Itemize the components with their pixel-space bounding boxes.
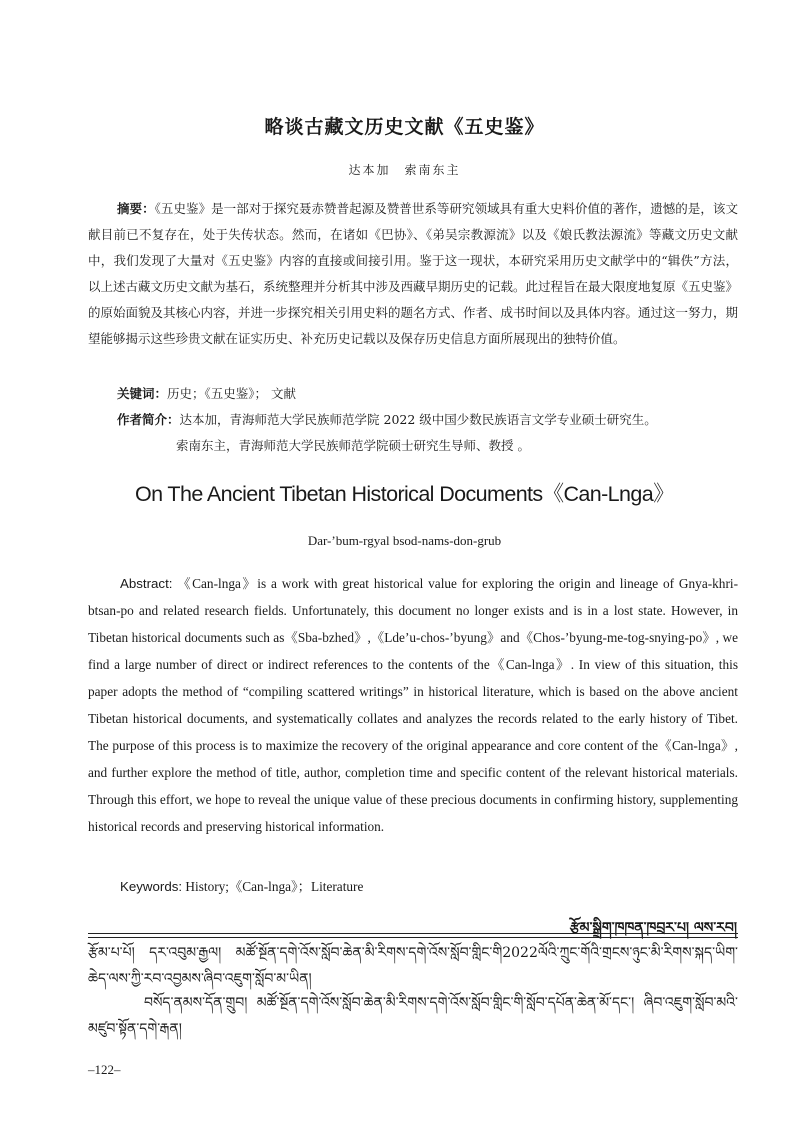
chinese-keywords [117,383,296,405]
english-keywords [120,876,363,895]
chinese-abstract-text: 《五史鉴》是一部对于探究聂赤赞普起源及赞普世系等研究领域具有重大史料价值的著作，遗憾的是，该文献目前已不复存在，处于失传状态。然而，在诸如《巴协》、《弟吴宗教源流》以及《娘氏教法源流》等藏文历史文献中，我们发现了大量对《五史鉴》内容的直接或间接引用。鉴于这一现状，本研究采用历史文献学中的“辑佚”方法，以上述古藏文历史文献为基石，系统整理并分析其中涉及西藏早期历史的记载。此过程旨在最大限度地复原《五史鉴》的原始面貌及其核心内容，并进一步探究相关引用史料的题名方式、作者、成书时间以及具体内容。通过这一努力，期望能够揭示这些珍贵文献在证实历史、补充历史记载以及保存历史信息方面所展现出的独特价值。 [88,201,739,346]
english-abstract-label: Abstract: [120,576,173,591]
page-number: –122– [88,1062,121,1077]
english-title: On The Ancient Tibetan Historical Documents《Can-Lnga》 [134,482,675,506]
chinese-authors: 达本加 索南东主 [348,163,461,177]
divider-thick [88,933,738,934]
chinese-keywords-label: 关键词： [117,386,168,401]
chinese-abstract [88,196,738,352]
chinese-author-intro-2: 索南东主，青海师范大学民族师范学院硕士研究生导师、教授 。 [176,438,530,453]
chinese-title: 略谈古藏文历史文献《五史鉴》 [264,116,545,138]
english-authors: Dar-’bum-rgyal bsod-nams-don-grub [307,533,502,548]
chinese-author-intro [117,409,657,431]
chinese-author-intro-1: 达本加，青海师范大学民族师范学院 2022 级中国少数民族语言文学专业硕士研究生。 [179,412,657,427]
english-keywords-label: Keywords: [120,879,183,894]
english-keywords-text: History;《Can-lnga》；Literature [182,879,364,894]
chinese-abstract-label: 摘要： [117,201,155,216]
english-abstract-text: 《Can-lnga》is a work with great historical value for exploring the origin and lineage of Gnya-khri-btsan-po and related research fields. Unfortunately, this document no longer exists and is in a lost state. However, in Tibetan historical documents such as《Sba-bzhed》,《Lde’u-chos-’byung》and《Chos-’byung-me-tog-snying-po》, we find a large number of direct or indirect references to the contents of the《Can-lnga》. In view of this situation, this paper adopts the method of “compiling scattered writings” in historical literature, which is based on the above ancient Tibetan historical documents, and systematically collates and analyzes the records related to the early history of Tibet. The purpose of this process is to maximize the recovery of the original appearance and core content of the《Can-lnga》, and further explore the method of title, author, completion time and specific content of the relevant historical materials. Through this effort, we hope to reveal the unique value of these precious documents in confirming history, supplementing historical records and preserving historical information. [88,576,738,834]
divider-thin [88,937,738,938]
chinese-author-intro-label: 作者简介： [117,412,180,427]
english-abstract [88,570,738,840]
chinese-keywords-text: 历史；《五史鉴》； 文献 [167,386,296,401]
tibetan-author-note-1: རྩོམ་པ་པོ། དར་འབུམ་རྒྱལ། མཚོ་སྔོན་དགེ་འོས་སློབ་ཆེན་མི་རིགས་དགེ་འོས་སློབ་གླིང་གི2022ལོའི་ཀྲུང་གོའི་གྲངས་ཉུང་མི་རིགས་སྐད་ཡིག་ཆེད་ལས་ཀྱི་རབ་འབྱམས་ཞིབ་འཇུག་སློབ་མ་ཡིན། [88,945,738,987]
tibetan-author-note-2: བསོད་ནམས་དོན་གྲུབ། མཚོ་སྔོན་དགེ་འོས་སློབ་ཆེན་མི་རིགས་དགེ་འོས་སློབ་གླིང་གི་སློབ་དཔོན་ཆེན་མོ་དང་། ཞིབ་འཇུག་སློབ་མའི་མཛུབ་སྟོན་དགེ་རྒན། [88,995,738,1037]
tibetan-editor-header: རྩོམ་སྒྲིག་ཁཁན་ཁབྲར་པ། ལས་རབ། [569,920,737,936]
